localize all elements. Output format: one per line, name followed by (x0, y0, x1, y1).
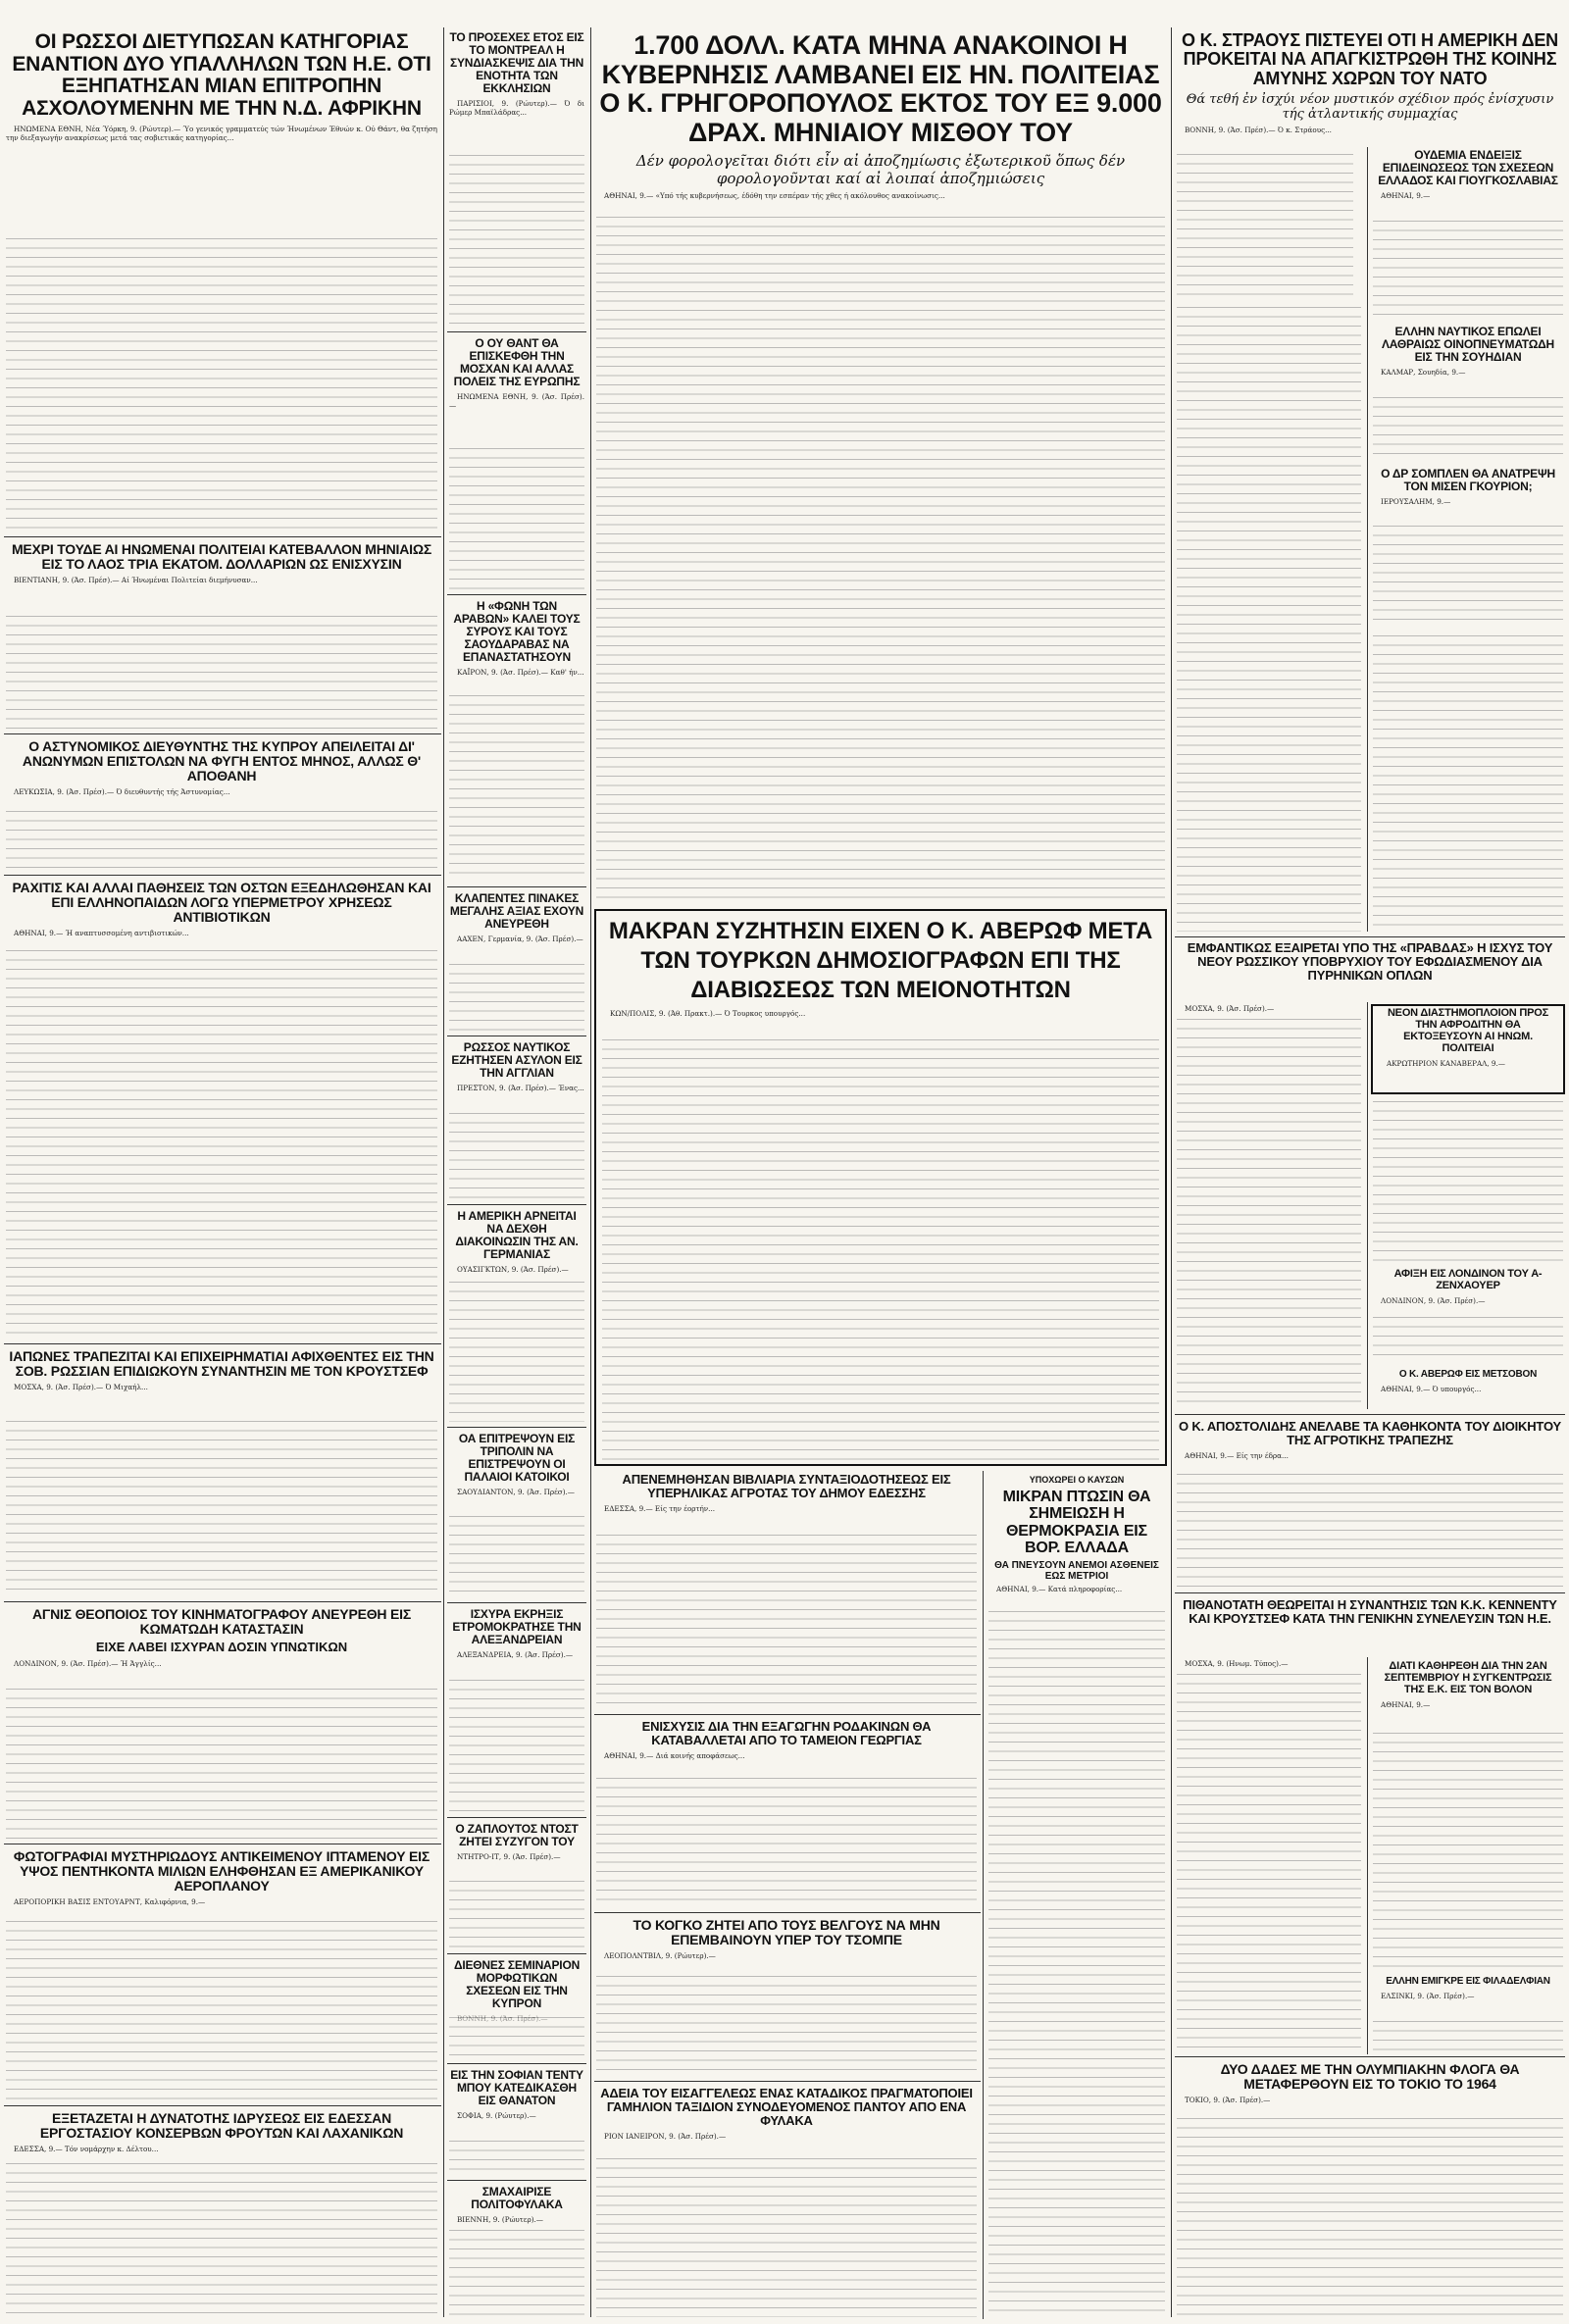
article-a2 (0, 540, 443, 732)
article-d11 (1367, 1659, 1569, 1973)
headline: ΜΙΚΡΑΝ ΠΤΩΣΙΝ ΘΑ ΣΗΜΕΙΩΣΗ Η ΘΕΡΜΟΚΡΑΣΙΑ ΕΙΣ ΒΟΡ. ΕΛΛΑΔΑ (1002, 1489, 1151, 1556)
article-c6 (590, 2085, 983, 2319)
deck: Δέν φορολογεῖται διότι εἶν αἰ ἀποζημίωσις ἐξωτερικοῦ ὅπως δέν φορολογοῦνται καί αἰ λοιπαί ἀποζημιώσεις (635, 151, 1126, 187)
article-lead: ΕΔΕΣΣΑ, 9.— Είς την έορτήν... (604, 1504, 716, 1514)
article-lead: ΜΟΣΧΑ, 9. (Άσ. Πρέσ).— (1185, 1004, 1275, 1013)
article-c2 (594, 909, 1167, 1466)
article-lead: ΚΑΛΜΑΡ, Σουηδία, 9.— (1381, 367, 1466, 377)
body-text-lines (1373, 632, 1563, 932)
article-lead: ΑΕΡΟΠΟΡΙΚΗ ΒΑΣΙΣ ΕΝΤΟΥΑΡΝΤ, Καλιφόρνια, 9.— (14, 1897, 206, 1907)
headline: ΚΛΑΠΕΝΤΕΣ ΠΙΝΑΚΕΣ ΜΕΓΑΛΗΣ ΑΞΙΑΣ ΕΧΟΥΝ ΑΝΕΥΡΕΘΗ (449, 891, 584, 931)
article-b9 (443, 1821, 590, 1950)
body-text-lines (6, 1418, 437, 1595)
article-d3 (1367, 324, 1569, 461)
article-lead: ΒΟΝΝΗ, 9. (Άσ. Πρέσ).— Ό κ. Στράους... (1185, 126, 1332, 135)
deck: ΘΑ ΠΝΕΥΣΟΥΝ ΑΝΕΜΟΙ ΑΣΘΕΝΕΙΣ ΕΩΣ ΜΕΤΡΙΟΙ (994, 1560, 1159, 1583)
body-text-lines (1177, 1671, 1361, 2047)
rule (447, 1953, 586, 1954)
column-d-body (1171, 304, 1367, 932)
headline: ΑΠΕΝΕΜΗΘΗΣΑΝ ΒΙΒΛΙΑΡΙΑ ΣΥΝΤΑΞΙΟΔΟΤΗΣΕΩΣ ΕΙΣ ΥΠΕΡΗΛΙΚΑΣ ΑΓΡΟΤΑΣ ΤΟΥ ΔΗΜΟΥ ΕΔΕΣΣΗΣ (622, 1472, 951, 1501)
headline: ΕΛΛΗΝ ΝΑΥΤΙΚΟΣ ΕΠΩΛΕΙ ΛΑΘΡΑΙΩΣ ΟΙΝΟΠΝΕΥΜΑΤΩΔΗ ΕΙΣ ΤΗΝ ΣΟΥΗΔΙΑΝ (1381, 325, 1555, 364)
rule (447, 2063, 586, 2064)
body-text-lines (602, 1036, 1159, 1462)
article-d7 (1367, 1267, 1569, 1365)
article-c1 (590, 29, 1171, 907)
body-text-lines (449, 445, 584, 590)
article-d5-body (1171, 1002, 1367, 1409)
headline: ΔΥΟ ΔΑΔΕΣ ΜΕ ΤΗΝ ΟΛΥΜΠΙΑΚΗΝ ΦΛΟΓΑ ΘΑ ΜΕΤΑΦΕΡΘΟΥΝ ΕΙΣ ΤΟ ΤΟΚΙΟ ΤΟ 1964 (1220, 2061, 1520, 2093)
article-b8 (443, 1606, 590, 1814)
article-a3 (0, 737, 443, 873)
body-text-lines (6, 808, 437, 871)
article-d2 (1367, 147, 1569, 319)
article-d10 (1171, 1596, 1569, 1655)
article-a5 (0, 1347, 443, 1597)
rule (594, 1912, 981, 1913)
article-b3 (443, 598, 590, 883)
rule (447, 331, 586, 332)
body-text-lines (6, 1918, 437, 2100)
article-lead: ΝΤΗΤΡΟ-ΙΤ, 9. (Άσ. Πρέσ).— (457, 1851, 561, 1861)
rule (1175, 936, 1565, 937)
body-text-lines (6, 235, 437, 532)
rule (1175, 1592, 1565, 1593)
article-d8 (1367, 1368, 1569, 1412)
headline: Ο ΔΡ ΣΟΜΠΛΕΝ ΘΑ ΑΝΑΤΡΕΨΗ ΤΟΝ ΜΙΣΕΝ ΓΚΟΥΡΙΟΝ; (1381, 467, 1555, 493)
headline: Ο Κ. ΑΠΟΣΤΟΛΙΔΗΣ ΑΝΕΛΑΒΕ ΤΑ ΚΑΘΗΚΟΝΤΑ ΤΟΥ ΔΙΟΙΚΗΤΟΥ ΤΗΣ ΑΓΡΟΤΙΚΗΣ ΤΡΑΠΕΖΗΣ (1179, 1419, 1561, 1448)
article-d10-body (1171, 1657, 1367, 2049)
article-c5 (590, 1916, 983, 2078)
headline: ΔΙΕΘΝΕΣ ΣΕΜΙΝΑΡΙΟΝ ΜΟΡΦΩΤΙΚΩΝ ΣΧΕΣΕΩΝ ΕΙΣ ΤΗΝ ΚΥΠΡΟΝ (453, 1958, 581, 2010)
article-b12 (443, 2184, 590, 2319)
body-text-lines (449, 961, 584, 1031)
article-a7 (0, 1847, 443, 2102)
article-lead: ΑΘΗΝΑΙ, 9.— (1381, 1699, 1431, 1709)
body-text-lines (6, 947, 437, 1338)
article-lead: ΑΘΗΝΑΙ, 9.— «Υπό τής κυβερνήσεως, έδόθη την εσπέραν τής χθες ή ακόλουθος ανακοίνωσις... (604, 190, 945, 200)
headline: ΕΙΣ ΤΗΝ ΣΟΦΙΑΝ ΤΕΝΤΥ ΜΠΟΥ ΚΑΤΕΔΙΚΑΣΘΗ ΕΙΣ ΘΑΝΑΤΟΝ (450, 2068, 583, 2107)
article-d6-body (1367, 1098, 1569, 1265)
body-text-lines (596, 1532, 977, 1709)
headline: Ο Κ. ΣΤΡΑΟΥΣ ΠΙΣΤΕΥΕΙ ΟΤΙ Η ΑΜΕΡΙΚΗ ΔΕΝ ΠΡΟΚΕΙΤΑΙ ΝΑ ΑΠΑΓΚΙΣΤΡΩΘΗ ΤΗΣ ΚΟΙΝΗΣ ΑΜΥΝΗΣ ΧΩΡΩΝ ΤΟΥ ΝΑΤΟ (1182, 30, 1558, 88)
article-lead: ΙΕΡΟΥΣΑΛΗΜ, 9.— (1381, 496, 1451, 506)
article-a6 (0, 1605, 443, 1841)
article-a4 (0, 879, 443, 1339)
article-lead: ΑΘΗΝΑΙ, 9.— Κατά πληροφορίας... (996, 1585, 1123, 1594)
kicker: ΥΠΟΧΩΡΕΙ Ο ΚΑΥΣΩΝ (1029, 1475, 1125, 1485)
headline: ΑΓΝΙΣ ΘΕΟΠΟΙΟΣ ΤΟΥ ΚΙΝΗΜΑΤΟΓΡΑΦΟΥ ΑΝΕΥΡΕΘΗ ΕΙΣ ΚΩΜΑΤΩΔΗ ΚΑΤΑΣΤΑΣΙΝ (31, 1606, 412, 1638)
article-c3 (590, 1471, 983, 1711)
article-d4 (1367, 466, 1569, 628)
rule (447, 1817, 586, 1818)
rule (447, 594, 586, 595)
article-lead: ΚΑΪΡΟΝ, 9. (Άσ. Πρέσ).— Καθ' ήν... (457, 667, 584, 677)
body-text-lines (449, 692, 584, 881)
rule (4, 733, 441, 734)
article-lead: ΜΟΣΧΑ, 9. (Άσ. Πρέσ).— Ό Μιχαήλ... (14, 1383, 148, 1392)
headline: ΝΕΟΝ ΔΙΑΣΤΗΜΟΠΛΟΙΟΝ ΠΡΟΣ ΤΗΝ ΑΦΡΟΔΙΤΗΝ ΘΑ ΕΚΤΟΞΕΥΣΟΥΝ ΑΙ ΗΝΩΜ. ΠΟΛΙΤΕΙΑΙ (1387, 1007, 1549, 1054)
article-d6 (1371, 1004, 1565, 1094)
article-lead: ΠΡΕΣΤΟΝ, 9. (Άσ. Πρέσ).— Ένας... (457, 1083, 584, 1092)
headline: ΙΣΧΥΡΑ ΕΚΡΗΞΙΣ ΕΤΡΟΜΟΚΡΑΤΗΣΕ ΤΗΝ ΑΛΕΞΑΝΔΡΕΙΑΝ (452, 1607, 582, 1646)
headline: ΕΝΙΣΧΥΣΙΣ ΔΙΑ ΤΗΝ ΕΞΑΓΩΓΗΝ ΡΟΔΑΚΙΝΩΝ ΘΑ ΚΑΤΑΒΑΛΛΕΤΑΙ ΑΠΟ ΤΟ ΤΑΜΕΙΟΝ ΓΕΩΡΓΙΑΣ (641, 1719, 932, 1748)
body-text-lines (596, 2155, 977, 2317)
body-text-lines (1177, 151, 1353, 297)
headline: ΠΙΘΑΝΟΤΑΤΗ ΘΕΩΡΕΙΤΑΙ Η ΣΥΝΑΝΤΗΣΙΣ ΤΩΝ Κ.Κ. ΚΕΝΝΕΝΤΥ ΚΑΙ ΚΡΟΥΣΤΣΕΦ ΚΑΤΑ ΤΗΝ ΓΕΝΙΚΗΝ ΣΥΝΕΛΕΥΣΙΝ ΤΩΝ Η.Ε. (1183, 1597, 1557, 1627)
headline: Η ΑΜΕΡΙΚΗ ΑΡΝΕΙΤΑΙ ΝΑ ΔΕΧΘΗ ΔΙΑΚΟΙΝΩΣΙΝ ΤΗΣ ΑΝ. ΓΕΡΜΑΝΙΑΣ (455, 1209, 579, 1261)
body-text-lines (1177, 304, 1361, 932)
article-b2 (443, 335, 590, 592)
article-lead: ΑΘΗΝΑΙ, 9.— Ή αναπτυσσομένη αντιβιοτικών... (14, 929, 189, 938)
article-lead: ΛΕΟΠΟΛΝΤΒΙΛ, 9. (Ρώυτερ).— (604, 1951, 716, 1961)
body-text-lines (449, 1878, 584, 1948)
body-text-lines (1177, 1016, 1361, 1407)
body-text-lines (449, 1110, 584, 1199)
headline: ΟΥΔΕΜΙΑ ΕΝΔΕΙΞΙΣ ΕΠΙΔΕΙΝΩΣΕΩΣ ΤΩΝ ΣΧΕΣΕΩΝ ΕΛΛΑΔΟΣ ΚΑΙ ΓΙΟΥΓΚΟΣΛΑΒΙΑΣ (1378, 148, 1558, 187)
rule (447, 886, 586, 887)
body-text-lines (449, 1677, 584, 1812)
body-text-lines (1373, 1098, 1563, 1265)
headline: 1.700 ΔΟΛΛ. ΚΑΤΑ ΜΗΝΑ ΑΝΑΚΟΙΝΟΙ Η ΚΥΒΕΡΝΗΣΙΣ ΛΑΜΒΑΝΕΙ ΕΙΣ ΗΝ. ΠΟΛΙΤΕΙΑΣ Ο Κ. ΓΡΗΓΟΡΟΠΟΥΛΟΣ ΕΚΤΟΣ ΤΟΥ ΕΞ 9.000 ΔΡΑΧ. ΜΗΝΙΑΙΟΥ ΜΙΣΘΟΥ ΤΟΥ (599, 30, 1162, 148)
headline: ΑΦΙΞΗ ΕΙΣ ΛΟΝΔΙΝΟΝ ΤΟΥ Α-ΖΕΝΧΑΟΥΕΡ (1393, 1268, 1543, 1291)
article-lead: ΣΟΦΙΑ, 9. (Ρώυτερ).— (457, 2110, 536, 2120)
column-d-body-2 (1367, 632, 1569, 932)
body-text-lines (1373, 1730, 1563, 1971)
article-lead: ΗΝΩΜΕΝΑ ΕΘΝΗ, 9. (Άσ. Πρέσ).— (449, 391, 584, 411)
rule (447, 1602, 586, 1603)
article-a1 (0, 29, 443, 534)
rule (447, 1427, 586, 1428)
rule (594, 1714, 981, 1715)
headline: ΦΩΤΟΓΡΑΦΙΑΙ ΜΥΣΤΗΡΙΩΔΟΥΣ ΑΝΤΙΚΕΙΜΕΝΟΥ ΙΠΤΑΜΕΝΟΥ ΕΙΣ ΥΨΟΣ ΠΕΝΤΗΚΟΝΤΑ ΜΙΛΙΩΝ ΕΛΗΦΘΗΣΑΝ ΕΞ ΑΜΕΡΙΚΑΝΙΚΟΥ ΑΕΡΟΠΛΑΝΟΥ (13, 1848, 430, 1895)
headline: Ο ΖΑΠΛΟΥΤΟΣ ΝΤΟΣΤ ΖΗΤΕΙ ΣΥΖΥΓΟΝ ΤΟΥ (455, 1822, 579, 1848)
article-d12 (1367, 1975, 1569, 2053)
article-lead: ΛΕΥΚΩΣΙΑ, 9. (Άσ. Πρέσ).— Ό διευθυντής τής Άστυνομίας... (14, 787, 230, 797)
article-lead: ΑΚΡΩΤΗΡΙΟΝ ΚΑΝΑΒΕΡΑΛ, 9.— (1387, 1058, 1505, 1068)
body-text-lines (449, 2138, 584, 2175)
article-b4 (443, 890, 590, 1033)
rule (594, 2081, 981, 2082)
article-lead: ΛΟΝΔΙΝΟΝ, 9. (Άσ. Πρέσ).— Ή Άγγλίς... (14, 1658, 162, 1668)
headline: ΡΑΧΙΤΙΣ ΚΑΙ ΑΛΛΑΙ ΠΑΘΗΣΕΙΣ ΤΩΝ ΟΣΤΩΝ ΕΞΕΔΗΛΩΘΗΣΑΝ ΚΑΙ ΕΠΙ ΕΛΛΗΝΟΠΑΙΔΩΝ ΛΟΓΩ ΥΠΕΡΜΕΤΡΟΥ ΧΡΗΣΕΩΣ ΑΝΤΙΒΙΟΤΙΚΩΝ (12, 880, 431, 926)
article-lead: ΕΛΣΙΝΚΙ, 9. (Άσ. Πρέσ).— (1381, 1991, 1475, 2000)
rule (4, 536, 441, 537)
rule (447, 1204, 586, 1205)
article-c4 (590, 1718, 983, 1909)
article-lead: ΜΟΣΧΑ, 9. (Ηνωμ. Τύπος).— (1185, 1659, 1289, 1668)
rule (1175, 2056, 1565, 2057)
body-text-lines (1373, 2018, 1563, 2051)
article-lead: ΕΔΕΣΣΑ, 9.— Τόν νομάρχην κ. Δέλτου... (14, 2145, 159, 2154)
body-text-lines (1373, 394, 1563, 459)
body-text-lines (596, 1973, 977, 2076)
body-text-lines (1177, 2115, 1563, 2317)
headline: ΜΑΚΡΑΝ ΣΥΖΗΤΗΣΙΝ ΕΙΧΕΝ Ο Κ. ΑΒΕΡΩΦ ΜΕΤΑ ΤΩΝ ΤΟΥΡΚΩΝ ΔΗΜΟΣΙΟΓΡΑΦΩΝ ΕΠΙ ΤΗΣ ΔΙΑΒΙΩΣΕΩΣ ΤΩΝ ΜΕΙΟΝΟΤΗΤΩΝ (608, 918, 1153, 1003)
article-lead: ΑΑΧΕΝ, Γερμανία, 9. (Άσ. Πρέσ).— (457, 934, 583, 943)
rule (1175, 1414, 1565, 1415)
article-lead: ΑΘΗΝΑΙ, 9.— Είς την έδρα... (1185, 1451, 1289, 1461)
body-text-lines (1177, 1471, 1563, 1588)
headline: Ο ΟΥ ΘΑΝΤ ΘΑ ΕΠΙΣΚΕΦΘΗ ΤΗΝ ΜΟΣΧΑΝ ΚΑΙ ΑΛΛΑΣ ΠΟΛΕΙΣ ΤΗΣ ΕΥΡΩΠΗΣ (453, 336, 581, 388)
body-text-lines (449, 2227, 584, 2317)
headline: ΤΟ ΚΟΓΚΟ ΖΗΤΕΙ ΑΠΟ ΤΟΥΣ ΒΕΛΓΟΥΣ ΝΑ ΜΗΝ ΕΠΕΜΒΑΙΝΟΥΝ ΥΠΕΡ ΤΟΥ ΤΣΟΜΠΕ (633, 1917, 940, 1948)
headline: ΑΔΕΙΑ ΤΟΥ ΕΙΣΑΓΓΕΛΕΩΣ ΕΝΑΣ ΚΑΤΑΔΙΚΟΣ ΠΡΑΓΜΑΤΟΠΟΙΕΙ ΓΑΜΗΛΙΟΝ ΤΑΞΙΔΙΟΝ ΣΥΝΟΔΕΥΟΜΕΝΟΣ ΠΑΝΤΟΥ ΑΠΟ ΕΝΑ ΦΥΛΑΚΑ (600, 2086, 973, 2129)
headline: ΜΕΧΡΙ ΤΟΥΔΕ ΑΙ ΗΝΩΜΕΝΑΙ ΠΟΛΙΤΕΙΑΙ ΚΑΤΕΒΑΛΛΟΝ ΜΗΝΙΑΙΩΣ ΕΙΣ ΤΟ ΛΑΟΣ ΤΡΙΑ ΕΚΑΤΟΜ. ΔΟΛΛΑΡΙΩΝ ΩΣ ΕΝΙΣΧΥΣΙΝ (11, 541, 432, 573)
rule (447, 2180, 586, 2181)
article-lead: ΑΘΗΝΑΙ, 9.— Ό υπουργός... (1381, 1384, 1482, 1393)
body-text-lines (596, 1775, 977, 1907)
headline: ΟΙ ΡΩΣΣΟΙ ΔΙΕΤΥΠΩΣΑΝ ΚΑΤΗΓΟΡΙΑΣ ΕΝΑΝΤΙΟΝ ΔΥΟ ΥΠΑΛΛΗΛΩΝ ΤΩΝ Η.Ε. ΟΤΙ ΕΞΗΠΑΤΗΣΑΝ ΜΙΑΝ ΕΠΙΤΡΟΠΗΝ ΑΣΧΟΛΟΥΜΕΝΗΝ ΜΕ ΤΗΝ Ν.Δ. ΑΦΡΙΚΗΝ (12, 30, 431, 121)
article-lead: ΟΥΑΣΙΓΚΤΩΝ, 9. (Άσ. Πρέσ).— (457, 1264, 569, 1274)
headline: Ο Κ. ΑΒΕΡΩΦ ΕΙΣ ΜΕΤΣΟΒΟΝ (1398, 1369, 1538, 1380)
article-lead: ΑΘΗΝΑΙ, 9.— Διά κοινής αποφάσεως... (604, 1751, 745, 1761)
deck: Θά τεθή ἐν ἰσχύι νέον μυστικόν σχέδιον πρός ἐνίσχυσιν τής ἀτλαντικής συμμαχίας (1186, 92, 1554, 123)
article-a8 (0, 2109, 443, 2319)
rule (4, 1343, 441, 1344)
headline: ΡΩΣΣΟΣ ΝΑΥΤΙΚΟΣ ΕΖΗΤΗΣΕΝ ΑΣΥΛΟΝ ΕΙΣ ΤΗΝ ΑΓΓΛΙΑΝ (451, 1040, 582, 1080)
article-d9 (1171, 1418, 1569, 1590)
rule (4, 1601, 441, 1602)
article-b10 (443, 1957, 590, 2060)
headline: ΤΟ ΠΡΟΣΕΧΕΣ ΕΤΟΣ ΕΙΣ ΤΟ ΜΟΝΤΡΕΑΛ Η ΣΥΝΔΙΑΣΚΕΨΙΣ ΔΙΑ ΤΗΝ ΕΝΟΤΗΤΑ ΤΩΝ ΕΚΚΛΗΣΙΩΝ (449, 30, 584, 95)
body-text-lines (449, 1279, 584, 1422)
deck: ΕΙΧΕ ΛΑΒΕΙ ΙΣΧΥΡΑΝ ΔΟΣΙΝ ΥΠΝΩΤΙΚΩΝ (95, 1640, 348, 1655)
article-b7 (443, 1431, 590, 1599)
article-b11 (443, 2067, 590, 2177)
body-text-lines (1373, 523, 1563, 626)
headline: ΕΞΕΤΑΖΕΤΑΙ Η ΔΥΝΑΤΟΤΗΣ ΙΔΡΥΣΕΩΣ ΕΙΣ ΕΔΕΣΣΑΝ ΕΡΓΟΣΤΑΣΙΟΥ ΚΟΝΣΕΡΒΩΝ ΦΡΟΥΤΩΝ ΚΑΙ ΛΑΧΑΝΙΚΩΝ (39, 2110, 404, 2142)
body-text-lines (449, 1513, 584, 1597)
article-b5 (443, 1039, 590, 1201)
body-text-lines (6, 1686, 437, 1839)
rule (4, 875, 441, 876)
article-lead: ΗΝΩΜΕΝΑ ΕΘΝΗ, Νέα Ύόρκη, 9. (Ρώυτερ).— Ύο γενικός γραμματεύς τών Ήνωμένων Έθνών κ. Ού Θάντ, θα ζητήση την διεξαγωγήν ανακρίσεως μετά τας σοβιετικάς κατηγορίας... (6, 124, 437, 143)
body-text-lines (596, 214, 1165, 905)
rule (4, 2105, 441, 2106)
article-b6 (443, 1208, 590, 1424)
headline: ΕΜΦΑΝΤΙΚΩΣ ΕΞΑΙΡΕΤΑΙ ΥΠΟ ΤΗΣ «ΠΡΑΒΔΑΣ» Η ΙΣΧΥΣ ΤΟΥ ΝΕΟΥ ΡΩΣΣΙΚΟΥ ΥΠΟΒΡΥΧΙΟΥ ΤΟΥ ΕΦΩΔΙΑΣΜΕΝΟΥ ΔΙΑ ΠΥΡΗΝΙΚΩΝ ΟΠΛΩΝ (1187, 940, 1553, 984)
body-text-lines (988, 1608, 1165, 2317)
article-lead: ΤΟΚΙΟ, 9. (Άσ. Πρέσ).— (1185, 2096, 1271, 2105)
headline: ΣΜΑΧΑΙΡΙΣΕ ΠΟΛΙΤΟΦΥΛΑΚΑ (471, 2185, 563, 2211)
article-d5 (1171, 939, 1569, 1000)
article-lead: ΠΑΡΙΣΙΟΙ, 9. (Ρώυτερ).— Ό δι Ρώμερ Μπαϊλάδρας... (449, 98, 584, 118)
article-lead: ΑΛΕΞΑΝΔΡΕΙΑ, 9. (Άσ. Πρέσ).— (457, 1649, 574, 1659)
body-text-lines (6, 2160, 437, 2317)
article-b1 (443, 29, 590, 328)
article-lead: ΡΙΟΝ ΙΑΝΕΙΡΟΝ, 9. (Άσ. Πρέσ).— (604, 2132, 727, 2142)
article-d13 (1171, 2060, 1569, 2319)
headline: Η «ΦΩΝΗ ΤΩΝ ΑΡΑΒΩΝ» ΚΑΛΕΙ ΤΟΥΣ ΣΥΡΟΥΣ ΚΑΙ ΤΟΥΣ ΣΑΟΥΔΑΡΑΒΑΣ ΝΑ ΕΠΑΝΑΣΤΑΤΗΣΟΥΝ (453, 599, 581, 664)
body-text-lines (1373, 1314, 1563, 1363)
article-lead: ΣΑΟΥΔΙΑΝΤΟΝ, 9. (Άσ. Πρέσ).— (457, 1487, 575, 1496)
article-lead: ΑΘΗΝΑΙ, 9.— (1381, 190, 1431, 200)
body-text-lines (1373, 218, 1563, 317)
headline: ΙΑΠΩΝΕΣ ΤΡΑΠΕΖΙΤΑΙ ΚΑΙ ΕΠΙΧΕΙΡΗΜΑΤΙΑΙ ΑΦΙΧΘΕΝΤΕΣ ΕΙΣ ΤΗΝ ΣΟΒ. ΡΩΣΣΙΑΝ ΕΠΙΔΙΩΚΟΥΝ ΣΥΝΑΝΤΗΣΙΝ ΜΕ ΤΟΝ ΚΡΟΥΣΤΣΕΦ (9, 1348, 434, 1380)
article-lead: ΒΙΕΝΤΙΑΝΗ, 9. (Άσ. Πρέσ).— Αί Ήνωμέναι Πολιτείαι διεμήνυσαν... (14, 576, 258, 585)
body-text-lines (449, 2014, 584, 2058)
article-lead: ΛΟΝΔΙΝΟΝ, 9. (Άσ. Πρέσ).— (1381, 1295, 1486, 1305)
body-text-lines (449, 152, 584, 327)
article-lead: ΒΙΕΝΝΗ, 9. (Ρώυτερ).— (457, 2214, 543, 2224)
article-lead: ΚΩΝ/ΠΟΛΙΣ, 9. (Άθ. Πρακτ.).— Ό Τουρκος υπουργός... (610, 1009, 806, 1018)
headline: ΟΑ ΕΠΙΤΡΕΨΟΥΝ ΕΙΣ ΤΡΙΠΟΛΙΝ ΝΑ ΕΠΙΣΤΡΕΨΟΥΝ ΟΙ ΠΑΛΑΙΟΙ ΚΑΤΟΙΚΟΙ (458, 1432, 576, 1484)
body-text-lines (6, 613, 437, 730)
headline: Ο ΑΣΤΥΝΟΜΙΚΟΣ ΔΙΕΥΘΥΝΤΗΣ ΤΗΣ ΚΥΠΡΟΥ ΑΠΕΙΛΕΙΤΑΙ ΔΙ' ΑΝΩΝΥΜΩΝ ΕΠΙΣΤΟΛΩΝ ΝΑ ΦΥΓΗ ΕΝΤΟΣ ΜΗΝΟΣ, ΑΛΛΩΣ Θ' ΑΠΟΘΑΝΗ (22, 738, 422, 784)
headline: ΔΙΑΤΙ ΚΑΘΗΡΕΘΗ ΔΙΑ ΤΗΝ 2ΑΝ ΣΕΠΤΕΜΒΡΙΟΥ Η ΣΥΓΚΕΝΤΡΩΣΙΣ ΤΗΣ Ε.Κ. ΕΙΣ ΤΟΝ ΒΟΛΟΝ (1384, 1660, 1552, 1695)
article-c7 (983, 1471, 1171, 2319)
headline: ΕΛΛΗΝ ΕΜΙΓΚΡΕ ΕΙΣ ΦΙΛΑΔΕΛΦΙΑΝ (1386, 1976, 1550, 1987)
